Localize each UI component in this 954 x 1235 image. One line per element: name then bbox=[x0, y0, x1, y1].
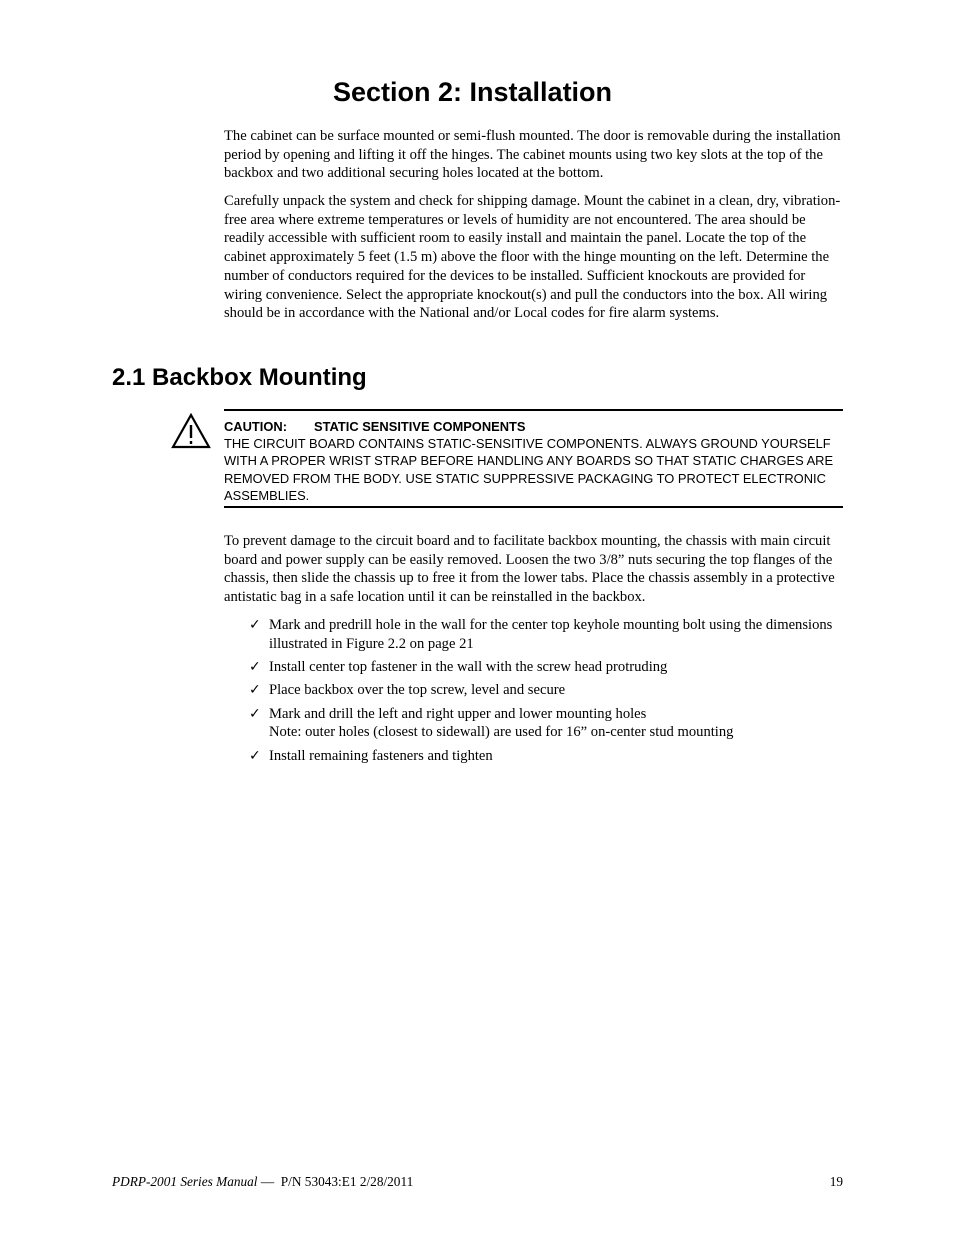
intro-paragraph-1: The cabinet can be surface mounted or semi-flush mounted. The door is removable during the installation period by opening and lifting it off the hinges. The cabinet mounts using two key slots at the top of the backbox and two additional securing holes located at the bottom. bbox=[224, 128, 841, 182]
caution-title: STATIC SENSITIVE COMPONENTS bbox=[314, 419, 526, 434]
footer-document-info bbox=[112, 1173, 413, 1191]
page-number: 19 bbox=[829, 1174, 843, 1189]
step-text: Mark and drill the left and right upper and lower mounting holes bbox=[269, 705, 647, 722]
check-mark-icon: ✓ bbox=[249, 617, 261, 633]
check-mark-icon: ✓ bbox=[249, 705, 261, 722]
list-item bbox=[249, 658, 849, 677]
caution-heading bbox=[224, 418, 526, 435]
step-text: Place backbox over the top screw, level and secure bbox=[269, 682, 566, 699]
intro-paragraph-2: Carefully unpack the system and check for shipping damage. Mount the cabinet in a clean, dry, vibration-free area where extreme temperatures or levels of humidity are not encountered. The area should be readily accessible with sufficient room to easily install and maintain the panel. Locate the top of the cabinet approximately 5 feet (1.5 m) above the floor with the hinge mounting on the left. Determine the number of conductors required for the devices to be installed. Sufficient knockouts are provided for wiring convenience. Select the appropriate knockout(s) and pull the conductors into the box. All wiring should be in accordance with the National and/or Local codes for fire alarm systems. bbox=[224, 193, 841, 322]
mounting-steps-list bbox=[249, 616, 849, 770]
subsection-title: 2.1 Backbox Mounting bbox=[112, 364, 367, 391]
list-item bbox=[249, 681, 849, 700]
caution-label: CAUTION: bbox=[224, 419, 288, 434]
step-text: Install remaining fasteners and tighten bbox=[269, 747, 493, 764]
caution-box bbox=[224, 409, 843, 508]
step-text: Install center top fastener in the wall with the screw head protruding bbox=[269, 659, 668, 675]
list-item bbox=[249, 747, 849, 766]
step-text: Mark and predrill hole in the wall for the center top keyhole mounting bolt using the dimensions illustrated in Figure 2.2 on page 21 bbox=[269, 617, 833, 652]
step-note: Note: outer holes (closest to sidewall) are used for 16” on-center stud mounting bbox=[269, 724, 734, 741]
footer-part-number: P/N 53043:E1 2/28/2011 bbox=[280, 1174, 414, 1189]
caution-text: THE CIRCUIT BOARD CONTAINS STATIC-SENSITIVE COMPONENTS. ALWAYS GROUND YOURSELF WITH A PROPER WRIST STRAP BEFORE HANDLING ANY BOARDS SO THAT STATIC CHARGES ARE REMOVED FROM THE BODY. USE STATIC SUPPRESSIVE PACKAGING TO PROTECT ELECTRONIC ASSEMBLIES. bbox=[224, 436, 834, 503]
check-mark-icon: ✓ bbox=[249, 659, 261, 675]
section-title: Section 2: Installation bbox=[333, 77, 613, 107]
backbox-paragraph: To prevent damage to the circuit board and to facilitate backbox mounting, the chassis with main circuit board and power supply can be easily removed. Loosen the two 3/8” nuts securing the top flanges of the chassis, then slide the chassis up to free it from the lower tabs. Place the chassis assembly in a protective antistatic bag in a safe location until it can be reinstalled in the backbox. bbox=[224, 533, 835, 606]
list-item bbox=[249, 616, 849, 653]
list-item bbox=[249, 705, 849, 742]
warning-triangle-icon bbox=[171, 413, 211, 449]
check-mark-icon: ✓ bbox=[249, 747, 261, 764]
footer-manual-title: PDRP-2001 Series Manual bbox=[112, 1174, 258, 1189]
check-mark-icon: ✓ bbox=[249, 682, 261, 699]
footer-separator: — bbox=[257, 1174, 281, 1189]
